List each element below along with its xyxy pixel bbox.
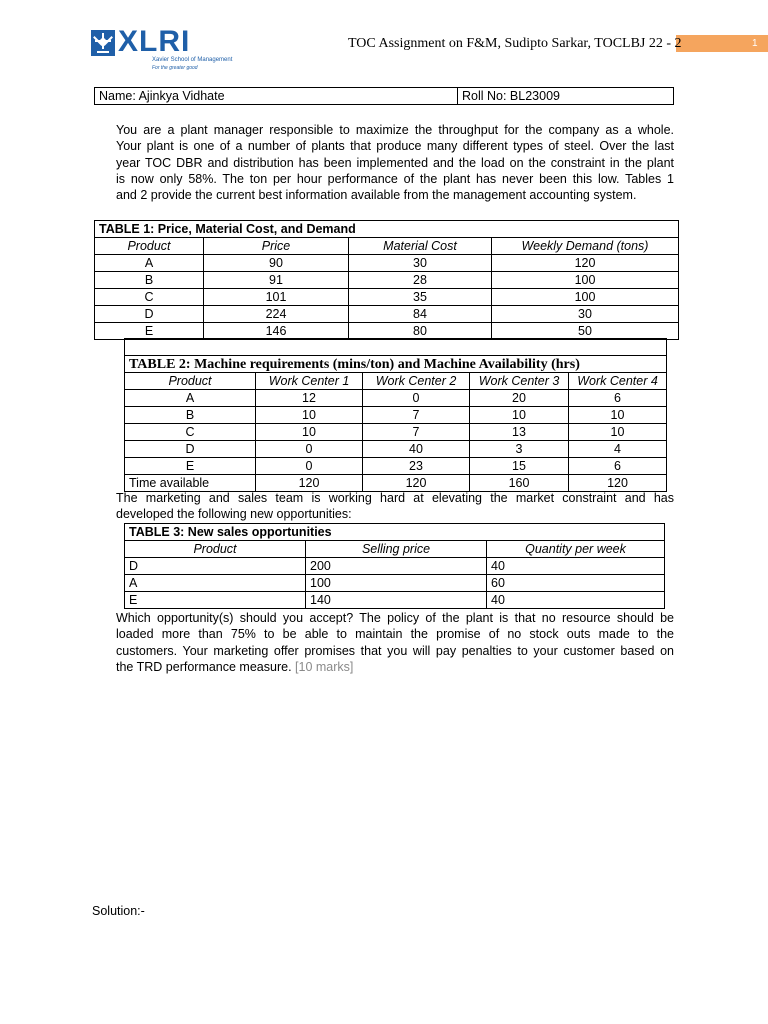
table1-cell: 146: [204, 323, 349, 340]
table2-cell: C: [125, 424, 256, 441]
intro-line: year TOC DBR and distribution has been implemented and the load on the constraint in the plant: [116, 155, 674, 170]
table1-cell: 30: [349, 255, 492, 272]
table2-cell: B: [125, 407, 256, 424]
table2-cell: 120: [256, 475, 363, 492]
student-info-row: [94, 87, 674, 105]
table2-cell: 3: [470, 441, 569, 458]
intro-line: and 2 provide the current best information available from the management accounting system.: [116, 188, 637, 203]
table2-cell: 10: [256, 424, 363, 441]
table-row: [125, 441, 667, 458]
table2-header: Work Center 3: [470, 373, 569, 390]
table3-cell: 40: [487, 558, 665, 575]
table1-cell: D: [95, 306, 204, 323]
intro-line: Your plant is one of a number of plants that produce many different types of steel. Over the last: [116, 139, 674, 154]
question-line: the TRD performance measure.: [116, 659, 292, 674]
table2-cell: 15: [470, 458, 569, 475]
table2-header: Product: [125, 373, 256, 390]
table1-cell: 100: [492, 272, 679, 289]
table3-header: Selling price: [306, 541, 487, 558]
solution-label: Solution:-: [92, 904, 145, 918]
table1-cell: C: [95, 289, 204, 306]
table-row: [125, 407, 667, 424]
table1-header: Material Cost: [349, 238, 492, 255]
table3-cell: D: [125, 558, 306, 575]
table2-cell: 13: [470, 424, 569, 441]
table-price-material-demand: [94, 220, 679, 340]
table1-cell: 35: [349, 289, 492, 306]
table-row: [95, 289, 679, 306]
table2-cell: 4: [569, 441, 667, 458]
table1-cell: 28: [349, 272, 492, 289]
table2-header: Work Center 2: [363, 373, 470, 390]
table2-cell: 6: [569, 390, 667, 407]
table-row: [125, 475, 667, 492]
marketing-line: The marketing and sales team is working hard at elevating the market constraint and has: [116, 491, 674, 505]
table2-cell: 7: [363, 424, 470, 441]
table2-cell: D: [125, 441, 256, 458]
table3-cell: 140: [306, 592, 487, 609]
table-machine-requirements: [124, 338, 667, 492]
table1-cell: 90: [204, 255, 349, 272]
table2-cell: 10: [470, 407, 569, 424]
roll-number: Roll No: BL23009: [462, 89, 560, 103]
table2-header: Work Center 4: [569, 373, 667, 390]
table-row: [125, 558, 665, 575]
table3-cell: A: [125, 575, 306, 592]
logo-tagline: For the greater good: [152, 65, 198, 71]
header-title: TOC Assignment on F&M, Sudipto Sarkar, TOCLBJ 22 - 2: [348, 36, 682, 51]
intro-line: You are a plant manager responsible to maximize the throughput for the company as a whole.: [116, 123, 674, 137]
table3-cell: 200: [306, 558, 487, 575]
table2-cell: A: [125, 390, 256, 407]
table1-cell: E: [95, 323, 204, 340]
table2-cell: 10: [256, 407, 363, 424]
table3-title: TABLE 3: New sales opportunities: [125, 524, 665, 541]
table3-header: Quantity per week: [487, 541, 665, 558]
question-line: loaded more than 75% to be able to maintain the promise of no stock outs made to the: [116, 627, 674, 642]
table-row: [125, 575, 665, 592]
table2-cell: 0: [256, 458, 363, 475]
table2-cell: 120: [569, 475, 667, 492]
intro-line: is now only 58%. The ton per hour performance of the plant has never been this low. Tables 1: [116, 171, 674, 186]
table2-cell: 12: [256, 390, 363, 407]
question-line: customers. Your marketing offer promises that you will pay penalties to your customer based on: [116, 643, 674, 658]
table2-cell: 120: [363, 475, 470, 492]
marketing-paragraph: [116, 490, 674, 523]
table-row: [95, 255, 679, 272]
table3-cell: E: [125, 592, 306, 609]
table2-cell: 0: [363, 390, 470, 407]
table2-cell: 7: [363, 407, 470, 424]
table1-cell: 84: [349, 306, 492, 323]
table2-spacer-row: [125, 339, 667, 356]
table-row: [125, 458, 667, 475]
page-number: 1: [752, 38, 758, 49]
table1-cell: 30: [492, 306, 679, 323]
table3-cell: 60: [487, 575, 665, 592]
table1-cell: A: [95, 255, 204, 272]
intro-paragraph: [116, 122, 674, 203]
table-row: [95, 306, 679, 323]
table3-cell: 100: [306, 575, 487, 592]
table1-cell: 100: [492, 289, 679, 306]
table-row: [95, 272, 679, 289]
table2-cell: 20: [470, 390, 569, 407]
xlri-emblem-icon: [91, 30, 115, 56]
logo-subtitle: Xavier School of Management: [152, 57, 233, 63]
table-row: [125, 390, 667, 407]
table2-header: Work Center 1: [256, 373, 363, 390]
question-paragraph: [116, 610, 674, 675]
table3-cell: 40: [487, 592, 665, 609]
table1-cell: 50: [492, 323, 679, 340]
table2-cell: 10: [569, 424, 667, 441]
table2-cell: 40: [363, 441, 470, 458]
table2-cell: Time available: [125, 475, 256, 492]
table1-cell: B: [95, 272, 204, 289]
table1-cell: 80: [349, 323, 492, 340]
table-row: [125, 592, 665, 609]
table-row: [125, 424, 667, 441]
table1-cell: 91: [204, 272, 349, 289]
table-row: [95, 323, 679, 340]
table-new-sales-opportunities: [124, 523, 665, 609]
student-name: Name: Ajinkya Vidhate: [99, 89, 225, 103]
table2-cell: 0: [256, 441, 363, 458]
table1-title: TABLE 1: Price, Material Cost, and Demand: [95, 221, 679, 238]
table2-cell: 160: [470, 475, 569, 492]
table1-header: Price: [204, 238, 349, 255]
table2-cell: 23: [363, 458, 470, 475]
table1-cell: 101: [204, 289, 349, 306]
logo-name: XLRI: [118, 25, 191, 58]
marks-label: [10 marks]: [295, 659, 354, 674]
table1-cell: 120: [492, 255, 679, 272]
marketing-line: developed the following new opportunities:: [116, 507, 352, 522]
table2-title: TABLE 2: Machine requirements (mins/ton) and Machine Availability (hrs): [125, 356, 667, 373]
table2-cell: E: [125, 458, 256, 475]
table2-cell: 10: [569, 407, 667, 424]
question-line: Which opportunity(s) should you accept? The policy of the plant is that no resource should be: [116, 611, 674, 625]
table1-cell: 224: [204, 306, 349, 323]
table1-header: Weekly Demand (tons): [492, 238, 679, 255]
table3-header: Product: [125, 541, 306, 558]
table1-header: Product: [95, 238, 204, 255]
table2-cell: 6: [569, 458, 667, 475]
